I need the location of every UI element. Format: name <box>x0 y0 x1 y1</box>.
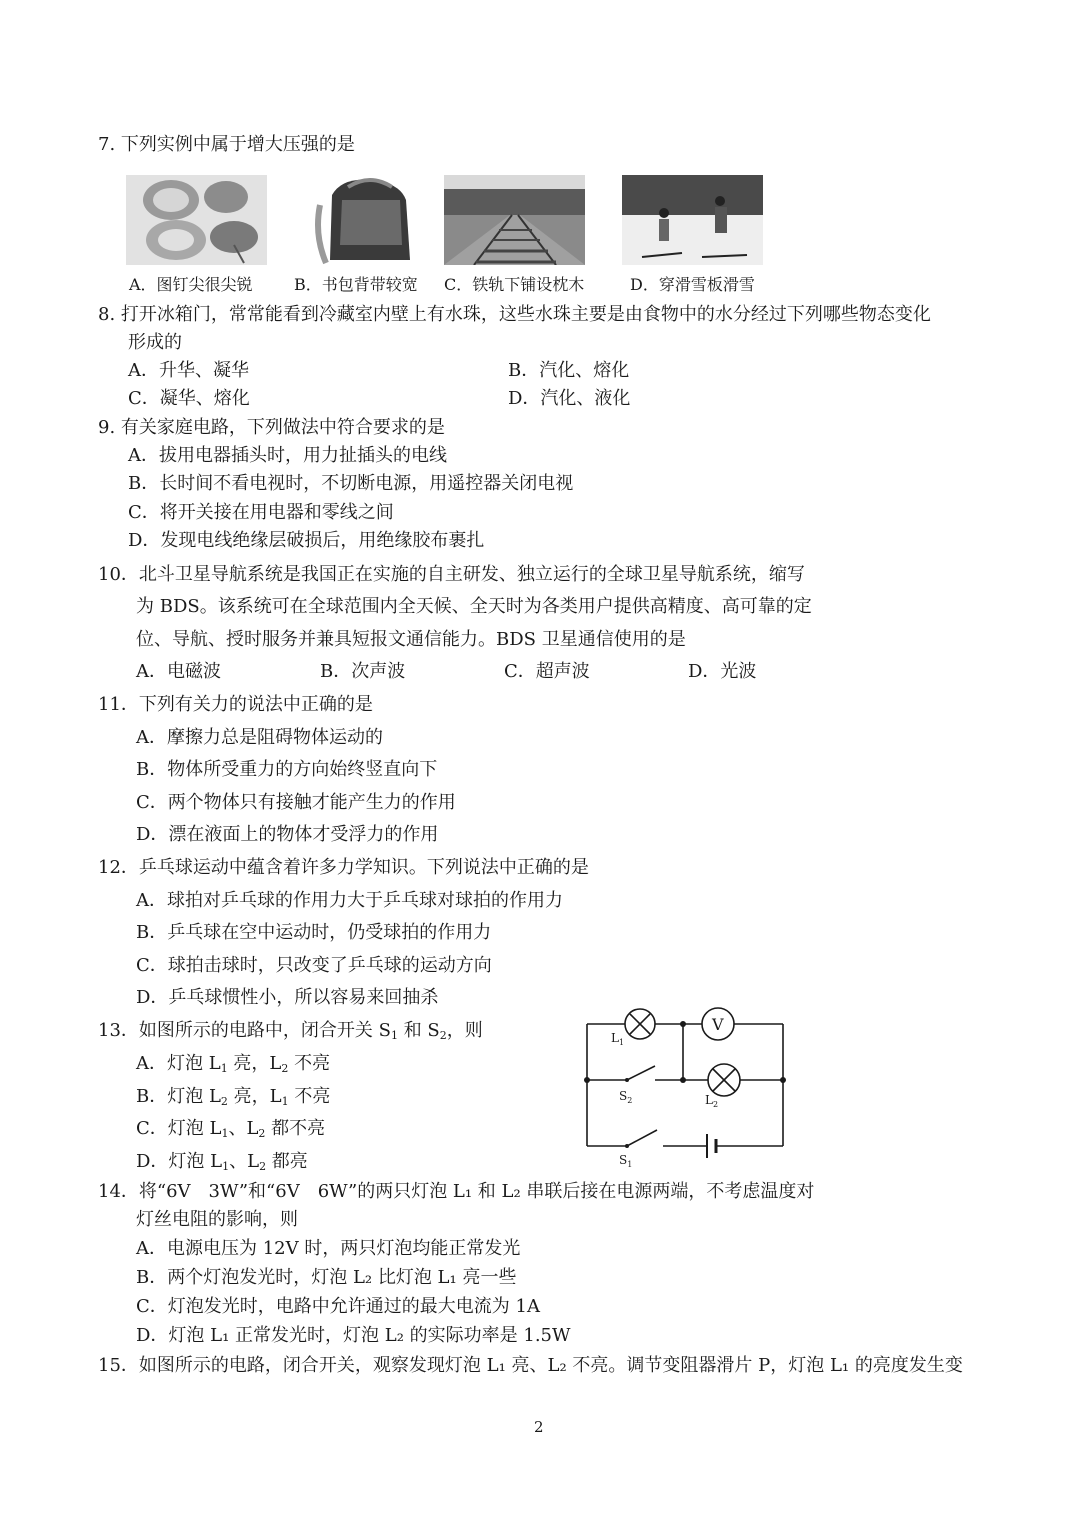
q12-option-c: C．球拍击球时，只改变了乒乓球的运动方向 <box>136 955 492 976</box>
svg-text:S2: $S_2$ <box>619 1089 633 1105</box>
q13-stem: 13．如图所示的电路中，闭合开关 $S_1$ 和 $S_2$，则 <box>98 1020 483 1042</box>
q13-option-c: C．灯泡 $L_1$、$L_2$ 都不亮 <box>136 1118 326 1140</box>
q10-stem-line1: 10．北斗卫星导航系统是我国正在实施的自主研发、独立运行的全球卫星导航系统，缩写 <box>98 564 805 585</box>
q11-option-d: D．漂在液面上的物体才受浮力的作用 <box>136 824 439 845</box>
q12-option-d: D．乒乓球惯性小，所以容易来回抽杀 <box>136 987 439 1008</box>
q15-stem: 15．如图所示的电路，闭合开关，观察发现灯泡 L₁ 亮、L₂ 不亮。调节变阻器滑片 P，灯泡 L₁ 的亮度发生变 <box>98 1355 963 1376</box>
q12-option-a: A．球拍对乒乓球的作用力大于乒乓球对球拍的作用力 <box>136 890 563 911</box>
q14-option-d: D．灯泡 L₁ 正常发光时，灯泡 L₂ 的实际功率是 1.5W <box>136 1325 571 1346</box>
q10-option-b: B．次声波 <box>320 661 406 682</box>
backpack-image <box>302 175 443 265</box>
q9-stem: 9. 有关家庭电路，下列做法中符合要求的是 <box>98 417 445 438</box>
svg-text:V: V <box>712 1015 724 1034</box>
q7-stem: 7. 下列实例中属于增大压强的是 <box>98 134 355 155</box>
q10-option-c: C．超声波 <box>504 661 590 682</box>
q8-option-d: D．汽化、液化 <box>508 388 631 409</box>
q14-option-b: B．两个灯泡发光时，灯泡 L₂ 比灯泡 L₁ 亮一些 <box>136 1267 517 1288</box>
q9-option-a: A．拔用电器插头时，用力扯插头的电线 <box>128 445 447 466</box>
q9-option-b: B．长时间不看电视时，不切断电源，用遥控器关闭电视 <box>128 473 574 494</box>
q9-option-c: C．将开关接在用电器和零线之间 <box>128 502 394 523</box>
svg-text:S1: $S_1$ <box>619 1153 633 1169</box>
q8-option-b: B．汽化、熔化 <box>508 360 630 381</box>
svg-text:L2: $L_2$ <box>705 1093 719 1109</box>
q10-stem-line3: 位、导航、授时服务并兼具短报文通信能力。BDS 卫星通信使用的是 <box>136 629 686 650</box>
q14-stem-line2: 灯丝电阻的影响，则 <box>136 1209 298 1230</box>
q14-option-c: C．灯泡发光时，电路中允许通过的最大电流为 1A <box>136 1296 540 1317</box>
q10-option-d: D．光波 <box>688 661 757 682</box>
q9-option-d: D．发现电线绝缘层破损后，用绝缘胶布裹扎 <box>128 530 485 551</box>
q7-option-a: A．图钉尖很尖锐 <box>129 275 253 294</box>
q13-option-b: B．灯泡 $L_2$ 亮，$L_1$ 不亮 <box>136 1086 331 1108</box>
q11-option-b: B．物体所受重力的方向始终竖直向下 <box>136 759 438 780</box>
q11-stem: 11．下列有关力的说法中正确的是 <box>98 694 373 715</box>
q8-option-c: C．凝华、熔化 <box>128 388 250 409</box>
thumbtack-image <box>126 175 267 265</box>
q7-option-c: C．铁轨下铺设枕木 <box>444 275 585 294</box>
q13-circuit-diagram <box>575 1000 795 1172</box>
q11-option-a: A．摩擦力总是阻碍物体运动的 <box>136 727 383 748</box>
q14-option-a: A．电源电压为 12V 时，两只灯泡均能正常发光 <box>136 1238 521 1259</box>
page-number: 2 <box>534 1418 544 1436</box>
q10-option-a: A．电磁波 <box>136 661 221 682</box>
q8-stem-line1: 8. 打开冰箱门，常常能看到冷藏室内壁上有水珠，这些水珠主要是由食物中的水分经过下列哪些物态变化 <box>98 304 931 325</box>
q7-option-d: D．穿滑雪板滑雪 <box>630 275 755 294</box>
q7-option-b: B．书包背带较宽 <box>294 275 418 294</box>
railway-tracks-image <box>444 175 585 265</box>
q11-option-c: C．两个物体只有接触才能产生力的作用 <box>136 792 456 813</box>
q12-stem: 12．乒乓球运动中蕴含着许多力学知识。下列说法中正确的是 <box>98 857 589 878</box>
skiing-image <box>622 175 763 265</box>
q12-option-b: B．乒乓球在空中运动时，仍受球拍的作用力 <box>136 922 492 943</box>
q10-stem-line2: 为 BDS。该系统可在全球范围内全天候、全天时为各类用户提供高精度、高可靠的定 <box>136 596 812 617</box>
q13-option-d: D．灯泡 $L_1$、$L_2$ 都亮 <box>136 1151 308 1173</box>
q8-stem-line2: 形成的 <box>128 332 182 353</box>
q8-option-a: A．升华、凝华 <box>128 360 249 381</box>
q13-option-a: A．灯泡 $L_1$ 亮，$L_2$ 不亮 <box>136 1053 331 1075</box>
q14-stem-line1: 14．将“6V 3W”和“6V 6W”的两只灯泡 L₁ 和 L₂ 串联后接在电源两端，不考虑温度对 <box>98 1181 815 1202</box>
svg-text:L1: $L_1$ <box>611 1031 625 1047</box>
